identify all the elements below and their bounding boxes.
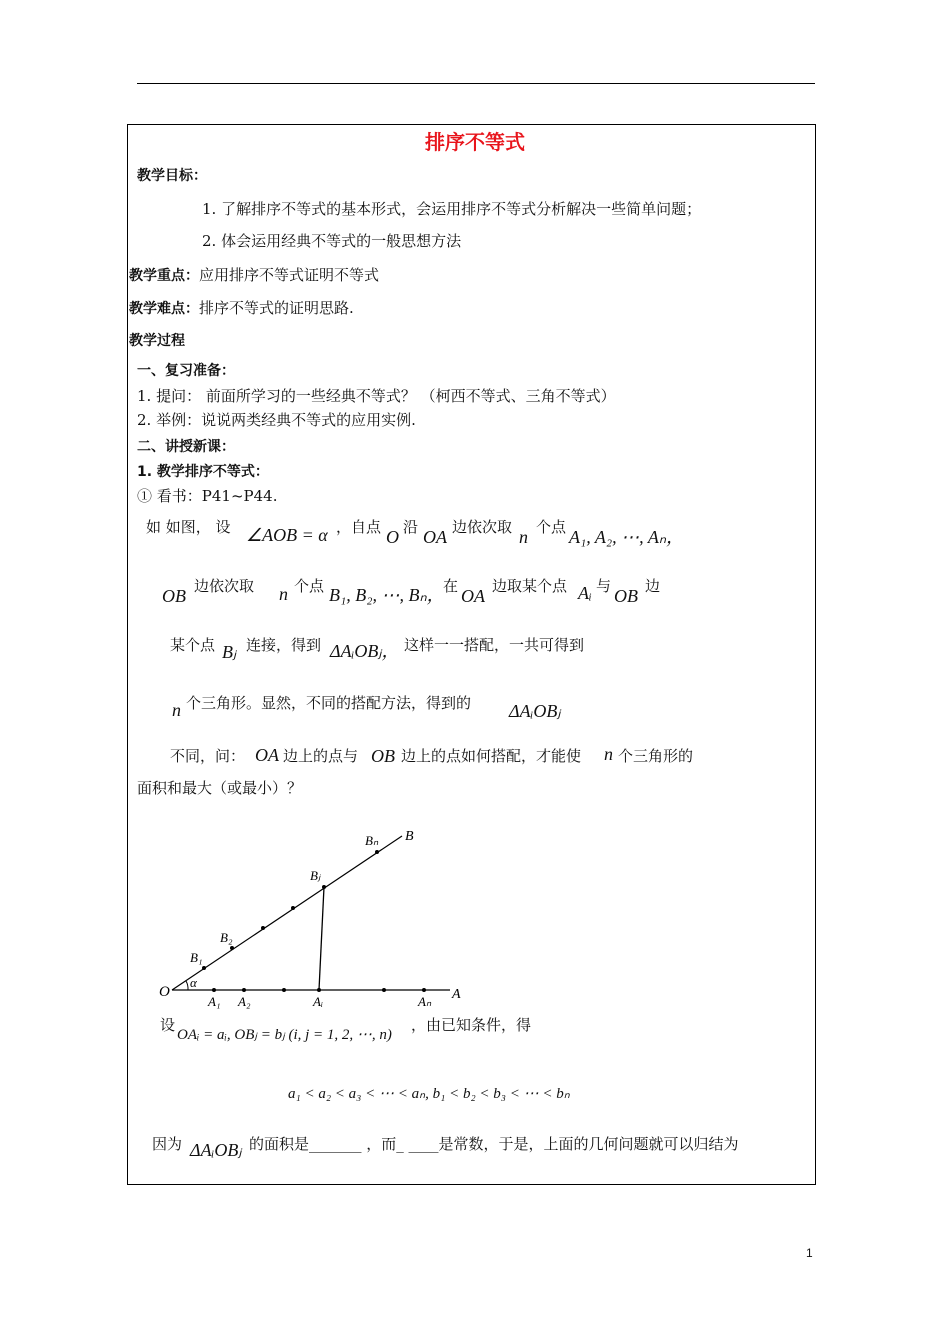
math-expression: A₁, A₂, ⋯, Aₙ， [569,527,685,547]
geometry-figure [150,822,470,1022]
label-A: A [452,987,461,1002]
math-expression: ΔAᵢOBⱼ [190,1140,242,1160]
objective-item-2: 2. 体会运用经典不等式的一般思想方法 [202,232,462,250]
label-Bn: Bₙ [365,833,379,848]
page-title: 排序不等式 [425,130,525,154]
header-rule [137,83,815,84]
body-text: 在 [443,577,459,595]
body-text: 如 如图， 设 [146,518,231,536]
objectives-heading: 教学目标： [137,168,207,184]
question-2: 2. 举例：说说两类经典不等式的应用实例. [137,411,416,429]
label-A2: A₂ [238,994,251,1009]
body-text: 个三角形的 [618,747,694,765]
difficulty-label: 教学难点： [129,301,199,317]
page-number: 1 [806,1246,813,1260]
math-expression: O [386,527,399,547]
body-text: ，由已知条件，得 [411,1016,532,1034]
body-text: 这样一一搭配，一共可得到 [404,636,585,654]
label-B2: B₂ [220,930,233,945]
math-expression: Aᵢ [578,583,592,603]
sub-heading: 1. 教学排序不等式： [137,464,269,480]
math-expression: OB [162,586,186,606]
math-expression: ΔAᵢOBⱼ [509,701,561,721]
body-text: 边上的点与 [283,747,359,765]
label-A1: A₁ [208,994,221,1009]
review-heading: 一、复习准备： [137,363,235,379]
label-alpha: α [190,975,197,990]
difficulty [129,299,354,318]
body-text: 边取某个点 [492,577,568,595]
label-O: O [159,984,170,1000]
body-text: 不同，问： [170,747,246,765]
body-text: 边依次取 [452,518,513,536]
body-text: 边 [645,577,661,595]
label-B1: B₁ [190,950,203,965]
math-expression: n [604,744,613,764]
label-An: Aₙ [418,994,432,1009]
body-text: 边依次取 [194,577,255,595]
math-expression: OAᵢ = aᵢ, OBⱼ = bⱼ (i, j = 1, 2, ⋯, n) [177,1027,392,1043]
label-Bj: Bⱼ [310,868,321,883]
body-text: 面积和最大（或最小）？ [137,779,303,797]
math-expression: OA [255,745,279,765]
read-instruction: ① 看书：P41~P44. [137,487,278,505]
math-expression: n [519,527,528,547]
inequality-chain: a₁ < a₂ < a₃ < ⋯ < aₙ, b₁ < b₂ < b₃ < ⋯ < bₙ [288,1086,570,1102]
label-Ai: Aᵢ [313,994,323,1009]
math-expression: ΔAᵢOBⱼ， [330,641,400,661]
math-expression: OB [371,746,395,766]
body-text: 沿 [403,518,419,536]
math-expression: OA [461,586,485,606]
key-point-text: 应用排序不等式证明不等式 [199,266,380,284]
label-B: B [405,829,414,844]
process-heading: 教学过程 [129,333,185,349]
math-expression: B₁, B₂, ⋯, Bₙ， [329,585,445,605]
body-text: 与 [596,577,612,595]
difficulty-text: 排序不等式的证明思路. [199,299,354,317]
new-lesson-heading: 二、讲授新课： [137,439,235,455]
math-expression: ∠AOB = α [246,525,328,545]
body-text: 连接，得到 [246,636,322,654]
math-expression: n [279,584,288,604]
body-text: 因为 [152,1135,183,1153]
body-text: ，自点 [336,518,382,536]
objective-item-1: 1. 了解排序不等式的基本形式，会运用排序不等式分析解决一些简单问题； [202,200,702,218]
math-expression: n [172,700,181,720]
body-text: 某个点 [170,636,216,654]
body-text: 设 [160,1016,176,1034]
math-expression: OA [423,527,447,547]
key-point-label: 教学重点： [129,268,199,284]
body-text: 的面积是_______ ，而_ ____是常数，于是，上面的几何问题就可以归结为 [249,1135,739,1153]
question-1: 1. 提问： 前面所学习的一些经典不等式？ （柯西不等式、三角不等式） [137,387,616,405]
body-text: 边上的点如何搭配，才能使 [401,747,582,765]
body-text: 个点 [294,577,325,595]
body-text: 个三角形。显然，不同的搭配方法，得到的 [186,694,472,712]
body-text: 个点 [536,518,567,536]
math-expression: Bⱼ [222,642,237,662]
key-point [129,266,379,285]
math-expression: OB [614,586,638,606]
